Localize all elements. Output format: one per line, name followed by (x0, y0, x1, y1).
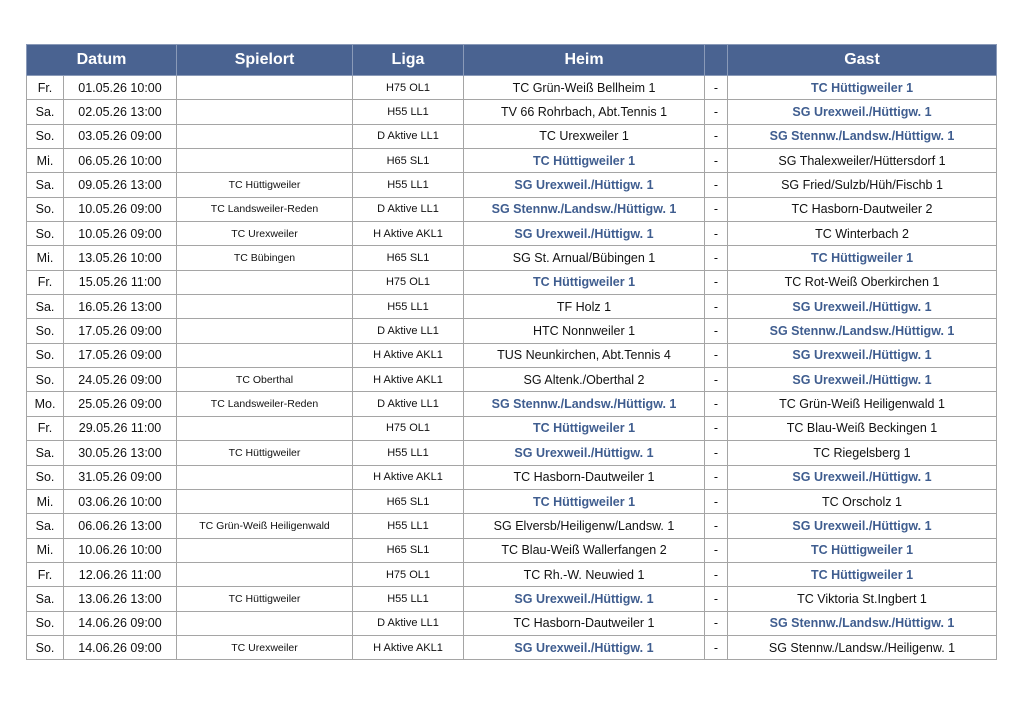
day-cell: So. (27, 222, 64, 246)
away-team-cell: TC Winterbach 2 (728, 222, 997, 246)
away-team-cell: SG Urexweil./Hüttigw. 1 (728, 100, 997, 124)
match-schedule-table (26, 44, 997, 660)
table-row (27, 416, 997, 440)
league-cell: H55 LL1 (353, 100, 464, 124)
away-team-cell: TC Rot-Weiß Oberkirchen 1 (728, 270, 997, 294)
league-cell: H75 OL1 (353, 562, 464, 586)
away-team-cell: TC Hüttigweiler 1 (728, 76, 997, 100)
venue-cell: TC Grün-Weiß Heiligenwald (177, 514, 353, 538)
home-team-cell: SG Stennw./Landsw./Hüttigw. 1 (464, 392, 705, 416)
datetime-cell: 12.06.26 11:00 (64, 562, 177, 586)
day-cell: Sa. (27, 173, 64, 197)
separator-cell: - (705, 538, 728, 562)
table-row (27, 635, 997, 659)
separator-cell: - (705, 465, 728, 489)
separator-cell: - (705, 441, 728, 465)
datetime-cell: 24.05.26 09:00 (64, 368, 177, 392)
venue-cell: TC Landsweiler-Reden (177, 197, 353, 221)
table-row (27, 538, 997, 562)
separator-cell: - (705, 635, 728, 659)
table-row (27, 173, 997, 197)
home-team-cell: SG Urexweil./Hüttigw. 1 (464, 587, 705, 611)
venue-cell (177, 343, 353, 367)
day-cell: Mi. (27, 149, 64, 173)
separator-cell: - (705, 197, 728, 221)
day-cell: Sa. (27, 587, 64, 611)
league-cell: H55 LL1 (353, 514, 464, 538)
table-row (27, 76, 997, 100)
day-cell: Fr. (27, 416, 64, 440)
header-gast: Gast (728, 45, 997, 76)
table-row (27, 319, 997, 343)
day-cell: So. (27, 197, 64, 221)
venue-cell (177, 416, 353, 440)
home-team-cell: SG Urexweil./Hüttigw. 1 (464, 635, 705, 659)
table-row (27, 295, 997, 319)
separator-cell: - (705, 416, 728, 440)
league-cell: H65 SL1 (353, 489, 464, 513)
datetime-cell: 16.05.26 13:00 (64, 295, 177, 319)
away-team-cell: SG Stennw./Landsw./Hüttigw. 1 (728, 611, 997, 635)
away-team-cell: SG Stennw./Landsw./Hüttigw. 1 (728, 124, 997, 148)
header-row (27, 45, 997, 76)
table-row (27, 149, 997, 173)
datetime-cell: 06.06.26 13:00 (64, 514, 177, 538)
home-team-cell: SG Urexweil./Hüttigw. 1 (464, 173, 705, 197)
away-team-cell: SG Urexweil./Hüttigw. 1 (728, 368, 997, 392)
day-cell: Sa. (27, 441, 64, 465)
table-row (27, 611, 997, 635)
home-team-cell: TC Hüttigweiler 1 (464, 149, 705, 173)
separator-cell: - (705, 611, 728, 635)
venue-cell (177, 465, 353, 489)
home-team-cell: SG Elversb/Heiligenw/Landsw. 1 (464, 514, 705, 538)
datetime-cell: 25.05.26 09:00 (64, 392, 177, 416)
datetime-cell: 17.05.26 09:00 (64, 319, 177, 343)
day-cell: So. (27, 635, 64, 659)
home-team-cell: TC Hüttigweiler 1 (464, 489, 705, 513)
datetime-cell: 01.05.26 10:00 (64, 76, 177, 100)
datetime-cell: 30.05.26 13:00 (64, 441, 177, 465)
venue-cell (177, 538, 353, 562)
separator-cell: - (705, 392, 728, 416)
separator-cell: - (705, 270, 728, 294)
away-team-cell: TC Grün-Weiß Heiligenwald 1 (728, 392, 997, 416)
league-cell: D Aktive LL1 (353, 197, 464, 221)
home-team-cell: SG Stennw./Landsw./Hüttigw. 1 (464, 197, 705, 221)
table-row (27, 562, 997, 586)
league-cell: H55 LL1 (353, 295, 464, 319)
venue-cell: TC Urexweiler (177, 222, 353, 246)
separator-cell: - (705, 295, 728, 319)
day-cell: Mi. (27, 489, 64, 513)
separator-cell: - (705, 173, 728, 197)
table-row (27, 489, 997, 513)
league-cell: D Aktive LL1 (353, 611, 464, 635)
venue-cell (177, 270, 353, 294)
header-spielort: Spielort (177, 45, 353, 76)
datetime-cell: 03.06.26 10:00 (64, 489, 177, 513)
away-team-cell: TC Hüttigweiler 1 (728, 538, 997, 562)
separator-cell: - (705, 222, 728, 246)
venue-cell: TC Oberthal (177, 368, 353, 392)
venue-cell: TC Landsweiler-Reden (177, 392, 353, 416)
league-cell: H55 LL1 (353, 441, 464, 465)
home-team-cell: TV 66 Rohrbach, Abt.Tennis 1 (464, 100, 705, 124)
table-row (27, 514, 997, 538)
venue-cell (177, 149, 353, 173)
league-cell: H Aktive AKL1 (353, 343, 464, 367)
league-cell: H65 SL1 (353, 538, 464, 562)
separator-cell: - (705, 124, 728, 148)
header-separator (705, 45, 728, 76)
venue-cell: TC Hüttigweiler (177, 441, 353, 465)
day-cell: So. (27, 465, 64, 489)
away-team-cell: TC Viktoria St.Ingbert 1 (728, 587, 997, 611)
away-team-cell: TC Orscholz 1 (728, 489, 997, 513)
league-cell: H65 SL1 (353, 246, 464, 270)
datetime-cell: 02.05.26 13:00 (64, 100, 177, 124)
league-cell: H55 LL1 (353, 587, 464, 611)
day-cell: Mi. (27, 538, 64, 562)
away-team-cell: SG Thalexweiler/Hüttersdorf 1 (728, 149, 997, 173)
day-cell: Fr. (27, 562, 64, 586)
home-team-cell: TUS Neunkirchen, Abt.Tennis 4 (464, 343, 705, 367)
table-row (27, 343, 997, 367)
home-team-cell: TC Rh.-W. Neuwied 1 (464, 562, 705, 586)
table-row (27, 368, 997, 392)
away-team-cell: SG Stennw./Landsw./Hüttigw. 1 (728, 319, 997, 343)
venue-cell: TC Hüttigweiler (177, 587, 353, 611)
separator-cell: - (705, 100, 728, 124)
datetime-cell: 29.05.26 11:00 (64, 416, 177, 440)
venue-cell (177, 611, 353, 635)
datetime-cell: 13.05.26 10:00 (64, 246, 177, 270)
table-row (27, 197, 997, 221)
venue-cell (177, 295, 353, 319)
table-row (27, 587, 997, 611)
venue-cell: TC Hüttigweiler (177, 173, 353, 197)
venue-cell (177, 489, 353, 513)
home-team-cell: TC Blau-Weiß Wallerfangen 2 (464, 538, 705, 562)
home-team-cell: TC Grün-Weiß Bellheim 1 (464, 76, 705, 100)
league-cell: D Aktive LL1 (353, 392, 464, 416)
day-cell: So. (27, 124, 64, 148)
day-cell: Sa. (27, 100, 64, 124)
day-cell: Sa. (27, 295, 64, 319)
venue-cell (177, 76, 353, 100)
day-cell: Sa. (27, 514, 64, 538)
league-cell: H Aktive AKL1 (353, 635, 464, 659)
league-cell: H75 OL1 (353, 76, 464, 100)
datetime-cell: 10.05.26 09:00 (64, 222, 177, 246)
table-header (27, 45, 997, 76)
datetime-cell: 06.05.26 10:00 (64, 149, 177, 173)
home-team-cell: HTC Nonnweiler 1 (464, 319, 705, 343)
header-heim: Heim (464, 45, 705, 76)
home-team-cell: SG St. Arnual/Bübingen 1 (464, 246, 705, 270)
league-cell: D Aktive LL1 (353, 319, 464, 343)
datetime-cell: 17.05.26 09:00 (64, 343, 177, 367)
home-team-cell: TC Hasborn-Dautweiler 1 (464, 465, 705, 489)
separator-cell: - (705, 514, 728, 538)
table-row (27, 246, 997, 270)
venue-cell: TC Urexweiler (177, 635, 353, 659)
day-cell: So. (27, 319, 64, 343)
day-cell: Mi. (27, 246, 64, 270)
table-row (27, 392, 997, 416)
datetime-cell: 15.05.26 11:00 (64, 270, 177, 294)
day-cell: Fr. (27, 76, 64, 100)
league-cell: D Aktive LL1 (353, 124, 464, 148)
league-cell: H Aktive AKL1 (353, 465, 464, 489)
away-team-cell: SG Fried/Sulzb/Hüh/Fischb 1 (728, 173, 997, 197)
separator-cell: - (705, 149, 728, 173)
day-cell: So. (27, 368, 64, 392)
home-team-cell: TC Urexweiler 1 (464, 124, 705, 148)
away-team-cell: SG Urexweil./Hüttigw. 1 (728, 465, 997, 489)
datetime-cell: 13.06.26 13:00 (64, 587, 177, 611)
league-cell: H55 LL1 (353, 173, 464, 197)
away-team-cell: SG Urexweil./Hüttigw. 1 (728, 343, 997, 367)
away-team-cell: SG Urexweil./Hüttigw. 1 (728, 295, 997, 319)
table-row (27, 222, 997, 246)
venue-cell: TC Bübingen (177, 246, 353, 270)
table-row (27, 441, 997, 465)
day-cell: So. (27, 343, 64, 367)
league-cell: H65 SL1 (353, 149, 464, 173)
datetime-cell: 14.06.26 09:00 (64, 635, 177, 659)
datetime-cell: 14.06.26 09:00 (64, 611, 177, 635)
league-cell: H75 OL1 (353, 416, 464, 440)
home-team-cell: SG Urexweil./Hüttigw. 1 (464, 222, 705, 246)
away-team-cell: SG Stennw./Landsw./Heiligenw. 1 (728, 635, 997, 659)
separator-cell: - (705, 246, 728, 270)
away-team-cell: SG Urexweil./Hüttigw. 1 (728, 514, 997, 538)
away-team-cell: TC Riegelsberg 1 (728, 441, 997, 465)
separator-cell: - (705, 489, 728, 513)
separator-cell: - (705, 343, 728, 367)
home-team-cell: SG Urexweil./Hüttigw. 1 (464, 441, 705, 465)
datetime-cell: 09.05.26 13:00 (64, 173, 177, 197)
separator-cell: - (705, 76, 728, 100)
datetime-cell: 03.05.26 09:00 (64, 124, 177, 148)
datetime-cell: 10.05.26 09:00 (64, 197, 177, 221)
home-team-cell: TF Holz 1 (464, 295, 705, 319)
venue-cell (177, 100, 353, 124)
datetime-cell: 10.06.26 10:00 (64, 538, 177, 562)
separator-cell: - (705, 319, 728, 343)
header-liga: Liga (353, 45, 464, 76)
table-row (27, 100, 997, 124)
home-team-cell: TC Hüttigweiler 1 (464, 416, 705, 440)
day-cell: So. (27, 611, 64, 635)
table-row (27, 270, 997, 294)
table-row (27, 465, 997, 489)
header-datum: Datum (27, 45, 177, 76)
venue-cell (177, 562, 353, 586)
away-team-cell: TC Hasborn-Dautweiler 2 (728, 197, 997, 221)
day-cell: Fr. (27, 270, 64, 294)
venue-cell (177, 124, 353, 148)
table-row (27, 124, 997, 148)
datetime-cell: 31.05.26 09:00 (64, 465, 177, 489)
league-cell: H75 OL1 (353, 270, 464, 294)
venue-cell (177, 319, 353, 343)
separator-cell: - (705, 368, 728, 392)
away-team-cell: TC Hüttigweiler 1 (728, 246, 997, 270)
home-team-cell: TC Hüttigweiler 1 (464, 270, 705, 294)
separator-cell: - (705, 562, 728, 586)
home-team-cell: SG Altenk./Oberthal 2 (464, 368, 705, 392)
table-body (27, 76, 997, 660)
league-cell: H Aktive AKL1 (353, 368, 464, 392)
home-team-cell: TC Hasborn-Dautweiler 1 (464, 611, 705, 635)
league-cell: H Aktive AKL1 (353, 222, 464, 246)
away-team-cell: TC Blau-Weiß Beckingen 1 (728, 416, 997, 440)
away-team-cell: TC Hüttigweiler 1 (728, 562, 997, 586)
day-cell: Mo. (27, 392, 64, 416)
separator-cell: - (705, 587, 728, 611)
